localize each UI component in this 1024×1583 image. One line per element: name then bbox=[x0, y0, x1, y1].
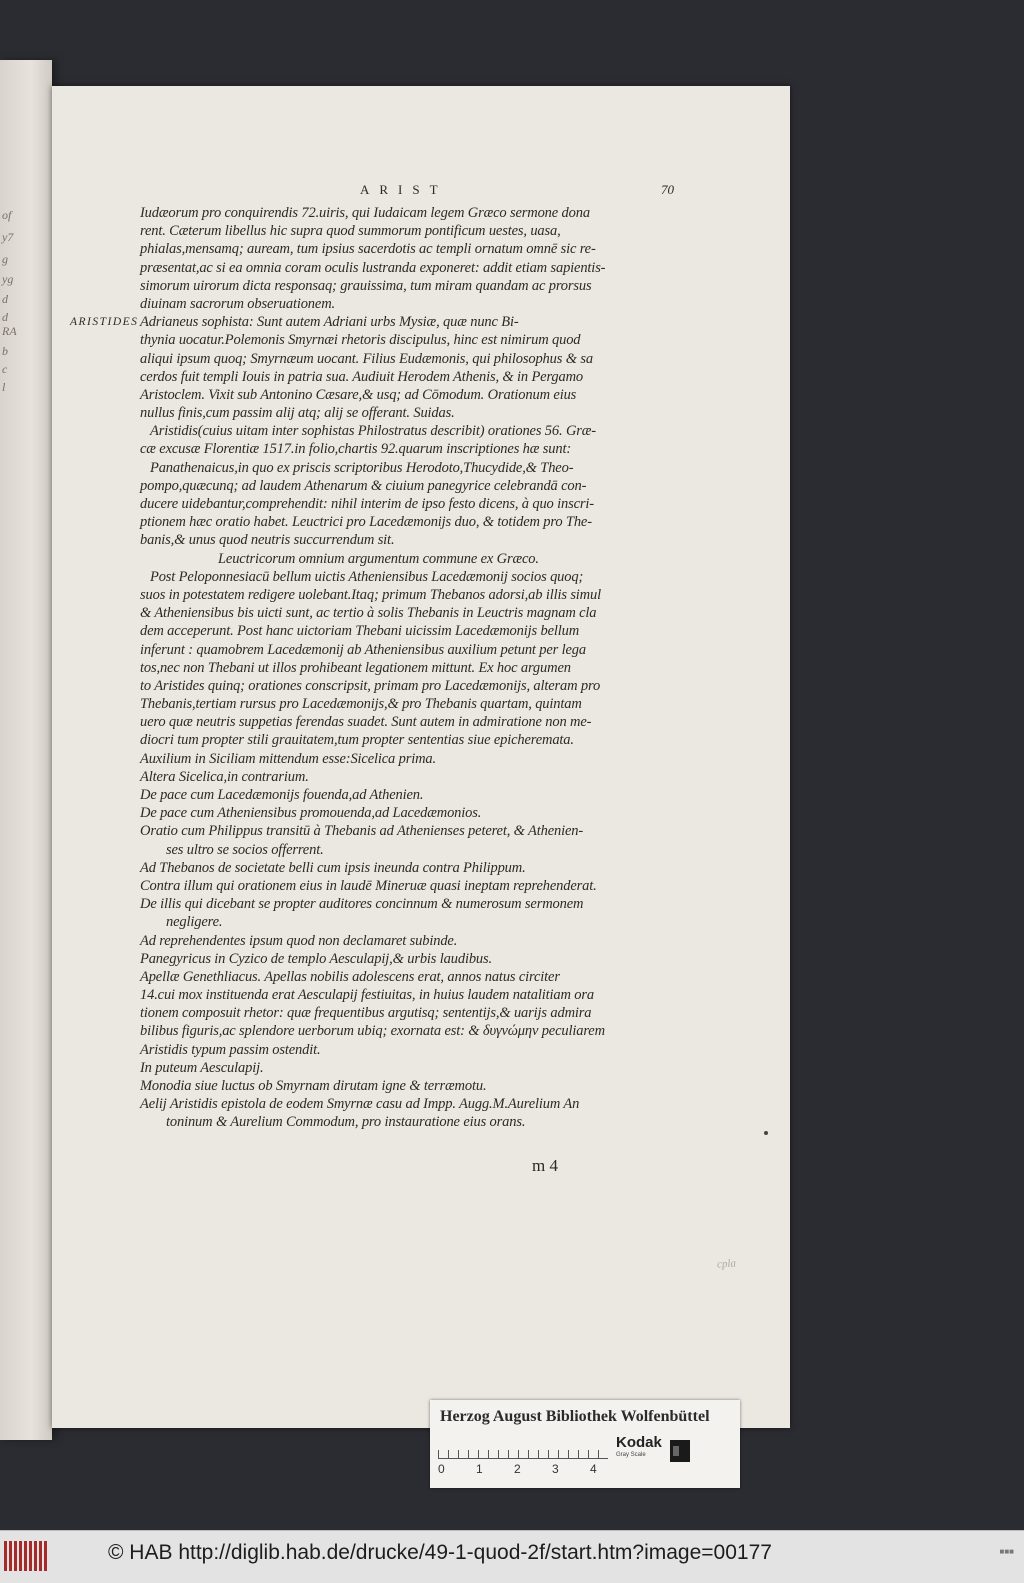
list-item-continuation: ses ultro se socios offerrent. bbox=[166, 841, 324, 858]
list-item: Apellæ Genethliacus. Apellas nobilis adolescens erat, annos natus circiter bbox=[140, 968, 560, 985]
text-line: præsentat,ac si ea omnia coram oculis lustranda exponeret: addit etiam sapientis- bbox=[140, 259, 606, 276]
facing-page-edge bbox=[0, 60, 52, 1440]
list-item: Altera Sicelica,in contrarium. bbox=[140, 768, 309, 785]
list-item: Ad reprehendentes ipsum quod non declamaret subinde. bbox=[140, 932, 458, 949]
gray-scale-caption: Gray Scale bbox=[616, 1452, 646, 1458]
margin-fragment: y7 bbox=[2, 230, 14, 244]
list-item: De pace cum Lacedæmonijs fouenda,ad Athenien. bbox=[140, 787, 424, 803]
text-line: cæ excusæ Florentiæ 1517.in folio,chartis 92.quarum inscriptiones hæ sunt: bbox=[140, 441, 572, 458]
text-line: tos,nec non Thebani ut illos prohibeant legationem mittunt. Ex hoc argumen bbox=[140, 659, 571, 676]
list-item: Monodia siue luctus ob Smyrnam dirutam igne & terræmotu. bbox=[140, 1078, 487, 1094]
margin-fragment: c bbox=[2, 362, 8, 376]
gray-scale-patch bbox=[670, 1440, 690, 1462]
text-line: simorum uirorum dicta responsaq; grauissima, tum miram quandam ac prorsus bbox=[140, 277, 592, 294]
list-item: In puteum Aesculapij. bbox=[140, 1059, 264, 1076]
text-line: dem acceperunt. Post hanc uictoriam Thebani uicissim Lacedæmonijs bellum bbox=[140, 623, 580, 640]
text-line: uero quæ neutris suppetias ferendas suadet. Sunt autem in admiratione non me- bbox=[140, 714, 592, 731]
text-line: ptionem hæc oratio habet. Leuctrici pro Lacedæmonijs duo, & totidem pro The- bbox=[140, 514, 592, 531]
text-line: cerdos fuit templi Iouis in patria sua. Audiuit Herodem Athenis, & in Pergamo bbox=[140, 368, 584, 385]
copyright-url[interactable]: © HAB http://diglib.hab.de/drucke/49-1-quod-2f/start.htm?image=00177 bbox=[108, 1541, 772, 1564]
body-text bbox=[70, 204, 680, 1132]
ink-dot bbox=[764, 1131, 768, 1135]
list-item: Ad Thebanos de societate belli cum ipsis ineunda contra Philippum. bbox=[140, 859, 526, 876]
text-line: tionem composuit rhetor: quæ frequentibus argutisq; sententijs,& uarijs admira bbox=[140, 1005, 592, 1022]
list-item: Auxilium in Siciliam mittendum esse:Sicelica prima. bbox=[140, 750, 436, 767]
text-line: Panathenaicus,in quo ex priscis scriptoribus Herodoto,Thucydide,& Theo- bbox=[150, 459, 574, 476]
book-page bbox=[52, 86, 790, 1428]
list-item-continuation: toninum & Aurelium Commodum, pro instauratione eius orans. bbox=[166, 1114, 526, 1131]
ruler-tick-label: 1 bbox=[476, 1462, 483, 1476]
hab-logo-icon bbox=[4, 1541, 48, 1571]
list-item-continuation: negligere. bbox=[166, 914, 223, 931]
text-line: rent. Cæterum libellus hic supra quod summorum pontificum uestes, uasa, bbox=[140, 223, 561, 240]
text-line: to Aristides quinq; orationes conscripsit, primam pro Lacedæmonijs, alteram pro bbox=[140, 677, 601, 694]
margin-fragment: of bbox=[2, 208, 12, 222]
text-line: inferunt : quamobrem Lacedæmonij ab Atheniensibus auxilium petunt per lega bbox=[140, 641, 587, 658]
text-line: Thebanis,tertiam rursus pro Lacedæmonijs,& pro Thebanis quartam, quintam bbox=[140, 696, 582, 713]
text-line: thynia uocatur.Polemonis Smyrnæi rhetoris discipulus, hinc est nimirum quod bbox=[140, 332, 581, 349]
list-item: Contra illum qui orationem eius in laudē Mineruæ quasi ineptam reprehenderat. bbox=[140, 877, 597, 894]
text-line: banis,& unus quod neutris succurrendum sit. bbox=[140, 532, 395, 549]
text-line: Iudæorum pro conquirendis 72.uiris, qui Iudaicam legem Græco sermone dona bbox=[140, 205, 590, 221]
ruler-tick-label: 0 bbox=[438, 1462, 445, 1476]
text-line: diocri tum propter stili grauitatem,tum propter sententias siue epicheremata. bbox=[140, 732, 574, 749]
text-line: bilibus figuris,ac splendore uerborum ubiq; exornata est: & δυγνώμην peculiarem bbox=[140, 1023, 605, 1040]
margin-fragment: yg bbox=[2, 272, 14, 286]
ruler-tick-label: 2 bbox=[514, 1462, 521, 1476]
ruler-tick-label: 3 bbox=[552, 1462, 559, 1476]
margin-fragment: b bbox=[2, 344, 8, 358]
entry-name: ARISTIDES bbox=[70, 316, 139, 329]
margin-fragment: d bbox=[2, 310, 8, 324]
ruler-tick-label: 4 bbox=[590, 1462, 597, 1476]
text-line: phialas,mensamq; auream, tum ipsius sacerdotis ac templi ornatum omnē sic re- bbox=[140, 241, 596, 258]
text-line: Adrianeus sophista: Sunt autem Adriani urbs Mysiæ, quæ nunc Bi- bbox=[140, 314, 519, 331]
signature-mark: m 4 bbox=[532, 1156, 558, 1175]
pencil-annotation: cpla bbox=[716, 1257, 737, 1271]
text-line: & Atheniensibus bis uicti sunt, ac tertio à solis Thebanis in Leuctris magnam cla bbox=[140, 605, 597, 622]
list-item: De illis qui dicebant se propter auditores concinnum & numerosum sermonem bbox=[140, 896, 584, 913]
library-name: Herzog August Bibliothek Wolfenbüttel bbox=[440, 1408, 710, 1425]
entry-line bbox=[70, 313, 680, 331]
text-line: suos in potestatem redigere uolebant.Itaq; primum Thebanos adorsi,ab illis simul bbox=[140, 586, 601, 603]
margin-fragment: RA bbox=[2, 324, 17, 338]
scale-ruler bbox=[438, 1436, 608, 1459]
margin-fragment: g bbox=[2, 252, 8, 266]
margin-fragment: d bbox=[2, 292, 8, 306]
kodak-logo: Kodak bbox=[616, 1434, 662, 1451]
margin-fragment: l bbox=[2, 380, 6, 394]
running-head-title: ARIST bbox=[360, 182, 448, 197]
list-item: Panegyricus in Cyzico de templo Aesculapij,& urbis laudibus. bbox=[140, 950, 492, 967]
footer-bar bbox=[0, 1530, 1024, 1583]
text-line: diuinam sacrorum obseruationem. bbox=[140, 295, 335, 312]
text-line: Aristidis typum passim ostendit. bbox=[140, 1041, 321, 1058]
list-item: Aelij Aristidis epistola de eodem Smyrnæ casu ad Impp. Augg.M.Aurelium An bbox=[140, 1096, 580, 1113]
text-line: nullus finis,cum passim alij atq; alij se offerant. Suidas. bbox=[140, 405, 455, 422]
text-line: pompo,quæcunq; ad laudem Athenarum & ciuium panegyrice celebrandā con- bbox=[140, 477, 587, 494]
text-line: 14.cui mox instituenda erat Aesculapij festiuitas, in huius laudem natalitiam ora bbox=[140, 987, 594, 1004]
section-heading: Leuctricorum omnium argumentum commune ex Græco. bbox=[218, 550, 539, 567]
text-line: Aristoclem. Vixit sub Antonino Cæsare,& usq; ad Cōmodum. Orationum eius bbox=[140, 386, 577, 403]
text-line: Post Peloponnesiacū bellum uictis Atheniensibus Lacedæmonij socios quoq; bbox=[150, 568, 584, 585]
text-line: Aristidis(cuius uitam inter sophistas Philostratus describit) orationes 56. Græ- bbox=[150, 423, 596, 440]
folio-number: 70 bbox=[661, 182, 674, 197]
text-line: ducere uidebantur,comprehendit: nihil interim de ipso festo dicens, à quo inscri- bbox=[140, 496, 594, 512]
footer-mark: ■■■ bbox=[999, 1547, 1014, 1556]
text-line: aliqui ipsum quoq; Smyrnæum uocant. Filius Eudæmonis, qui philosophus & sa bbox=[140, 350, 593, 367]
library-color-target bbox=[430, 1400, 740, 1488]
list-item: Oratio cum Philippus transitū à Thebanis ad Athenienses peteret, & Athenien- bbox=[140, 823, 584, 840]
list-item: De pace cum Atheniensibus promouenda,ad Lacedæmonios. bbox=[140, 805, 482, 822]
